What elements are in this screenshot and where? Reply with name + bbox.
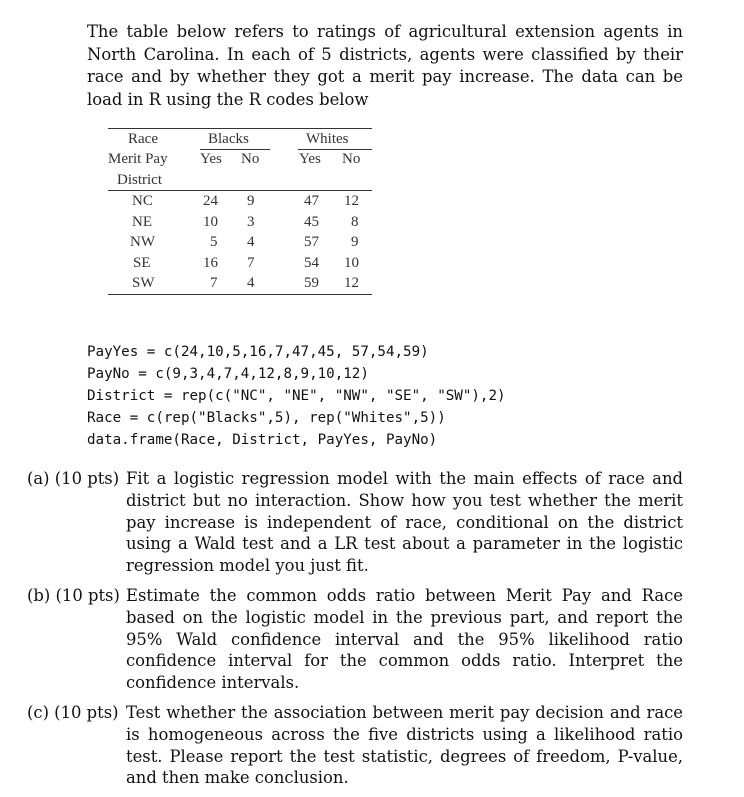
blacks-yes-cell: 10 — [203, 213, 218, 230]
whites-no-cell: 8 — [351, 213, 359, 230]
part-label: (c) (10 pts) — [27, 702, 119, 722]
whites-no-cell: 9 — [351, 234, 359, 250]
whites-no-cell: 12 — [344, 275, 359, 291]
question-part-c — [27, 702, 683, 789]
question-part-b — [27, 585, 683, 694]
blacks-no-header: No — [241, 151, 260, 167]
part-text: Fit a logistic regression model with the main effects of race and district but no interaction. Show how you test whether the merit pay increase is independent of race, conditional on the district using a Wald test and a LR test about a parameter in the logistic regression model you just fit. — [126, 469, 683, 576]
whites-no-header: No — [342, 151, 361, 167]
part-label: (a) (10 pts) — [27, 469, 120, 488]
district-cell: NE — [132, 213, 152, 230]
code-line: Race = c(rep("Blacks",5), rep("Whites",5)) — [87, 410, 446, 426]
whites-yes-cell: 57 — [304, 234, 319, 250]
table-bottom-rule — [108, 294, 372, 295]
part-text: Estimate the common odds ratio between Merit Pay and Race based on the logistic model in the previous part, and report the 95% Wald confidence interval and the 95% likelihood ratio confidence interval for the common odds ratio. Interpret the confidence intervals. — [126, 585, 683, 693]
part-label: (b) (10 pts) — [27, 585, 120, 605]
blacks-no-cell: 3 — [247, 213, 255, 230]
whites-yes-cell: 47 — [304, 193, 319, 209]
district-cell: NC — [132, 193, 153, 209]
blacks-yes-cell: 5 — [210, 234, 218, 250]
whites-yes-cell: 45 — [304, 213, 319, 230]
whites-header: Whites — [306, 131, 349, 147]
district-cell: SE — [133, 254, 151, 271]
blacks-yes-cell: 24 — [203, 193, 218, 209]
blacks-no-cell: 4 — [247, 234, 255, 250]
blacks-header: Blacks — [208, 131, 249, 147]
question-parts — [27, 468, 683, 797]
blacks-no-cell: 9 — [247, 193, 255, 209]
whites-no-cell: 10 — [344, 254, 359, 271]
whites-yes-cell: 59 — [304, 275, 319, 291]
district-cell: NW — [130, 234, 155, 250]
blacks-no-cell: 4 — [247, 275, 255, 291]
blacks-yes-header: Yes — [200, 151, 222, 167]
question-part-a — [27, 468, 683, 577]
district-cell: SW — [132, 275, 155, 291]
whites-no-cell: 12 — [344, 193, 359, 209]
blacks-yes-cell: 16 — [203, 254, 218, 271]
code-line: data.frame(Race, District, PayYes, PayNo) — [87, 432, 438, 448]
race-header: Race — [128, 131, 158, 147]
code-line: PayNo = c(9,3,4,7,4,12,8,9,10,12) — [87, 366, 369, 382]
r-code-block — [87, 341, 506, 451]
whites-yes-cell: 54 — [304, 254, 319, 271]
code-line: District = rep(c("NC", "NE", "NW", "SE", "SW"),2) — [87, 388, 506, 404]
district-header: District — [117, 172, 162, 188]
intro-paragraph: The table below refers to ratings of agricultural extension agents in North Carolina. In each of 5 districts, agents were classified by their race and by whether they got a merit pay increase. The data can be load in R using the R codes below — [87, 22, 683, 109]
part-text: Test whether the association between merit pay decision and race is homogeneous across the five districts using a likelihood ratio test. Please report the test statistic, degrees of freedom, P-value, and then make conclusion. — [126, 702, 683, 788]
code-line: PayYes = c(24,10,5,16,7,47,45, 57,54,59) — [87, 344, 429, 360]
blacks-yes-cell: 7 — [210, 275, 218, 291]
merit-pay-header: Merit Pay — [108, 151, 168, 167]
whites-yes-header: Yes — [299, 151, 321, 167]
blacks-no-cell: 7 — [247, 254, 255, 271]
